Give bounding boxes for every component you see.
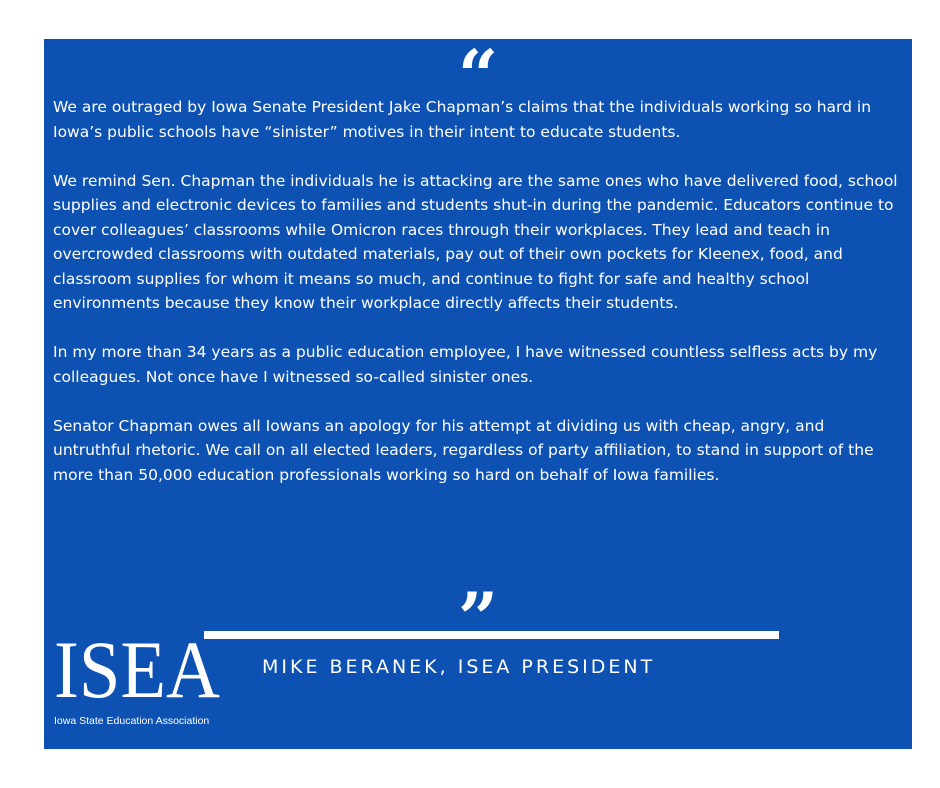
statement-paragraph: Senator Chapman owes all Iowans an apology for his attempt at dividing us with cheap, angry, and untruthful rhetoric. We call on all elected leaders, regardless of party affiliation, to stand in support of the more than 50,000 education professionals working so hard on behalf of Iowa families. <box>53 416 874 484</box>
logo-wordmark: ISEA <box>54 631 220 701</box>
logo-tagline: Iowa State Education Association <box>54 715 210 727</box>
attribution: MIKE BERANEK, ISEA PRESIDENT <box>262 656 656 678</box>
statement-paragraph: We are outraged by Iowa Senate President Jake Chapman’s claims that the individuals working so hard in Iowa’s public schools have “sinister” motives in their intent to educate students. <box>53 98 872 141</box>
statement-paragraph: In my more than 34 years as a public education employee, I have witnessed countless selfless acts by my colleagues. Not once have I witnessed so-called sinister ones. <box>53 343 878 386</box>
open-quote-icon: “ <box>457 41 499 93</box>
quote-card <box>44 39 912 749</box>
statement-paragraph: We remind Sen. Chapman the individuals he is attacking are the same ones who have delivered food, school supplies and electronic devices to families and students shut-in during the pandemic. Educators continue to cover colleagues’ classrooms while Omicron races through their workplaces. They lead and teach in overcrowded classrooms with outdated materials, pay out of their own pockets for Kleenex, food, and classroom supplies for whom it means so much, and continue to fight for safe and healthy school environments because they know their workplace directly affects their students. <box>53 171 898 312</box>
divider <box>204 631 779 639</box>
isea-logo <box>54 631 224 701</box>
close-quote-icon: ” <box>457 584 499 630</box>
statement-text <box>53 95 903 487</box>
